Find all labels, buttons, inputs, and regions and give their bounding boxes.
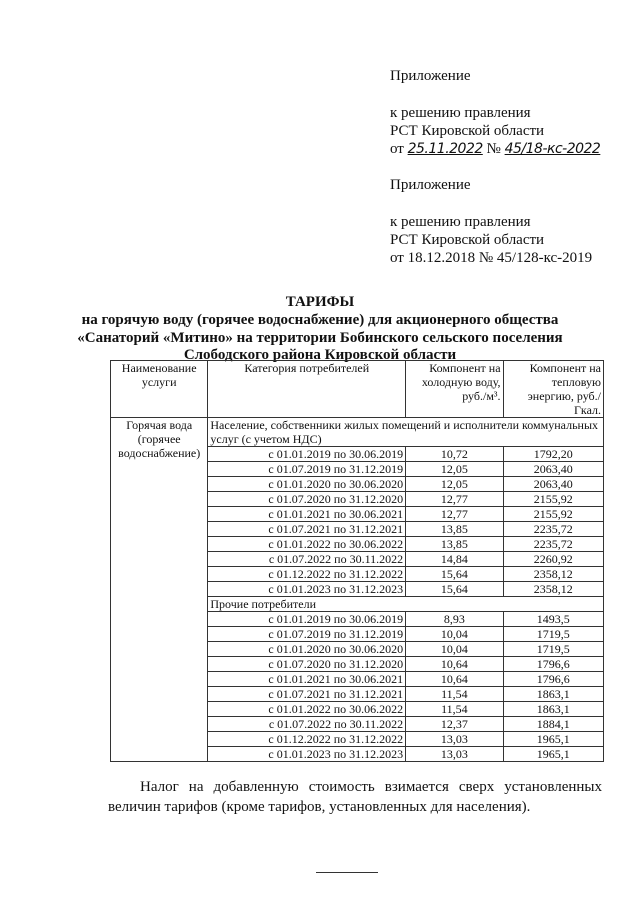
consumer-group-label: Прочие потребители (208, 597, 604, 612)
heat-value: 2235,72 (503, 522, 603, 537)
appendix-title-1: Приложение (390, 68, 471, 84)
header-cold-water: Компонент на холодную воду, руб./м³. (406, 361, 503, 418)
appendix-decision-line-2: к решению правления (390, 214, 531, 230)
cold-water-value: 14,84 (406, 552, 503, 567)
header-category: Категория потребителей (208, 361, 406, 418)
heat-value: 2063,40 (503, 462, 603, 477)
heat-value: 2358,12 (503, 582, 603, 597)
period-cell: с 01.01.2023 по 31.12.2023 (208, 582, 406, 597)
period-cell: с 01.07.2021 по 31.12.2021 (208, 687, 406, 702)
period-cell: с 01.07.2022 по 30.11.2022 (208, 552, 406, 567)
period-cell: с 01.01.2020 по 30.06.2020 (208, 477, 406, 492)
heat-value: 2155,92 (503, 507, 603, 522)
period-cell: с 01.01.2019 по 30.06.2019 (208, 447, 406, 462)
heat-value: 1965,1 (503, 732, 603, 747)
heat-value: 1719,5 (503, 627, 603, 642)
cold-water-value: 12,05 (406, 477, 503, 492)
cold-water-value: 11,54 (406, 687, 503, 702)
cold-water-value: 11,54 (406, 702, 503, 717)
header-service: Наименование услуги (111, 361, 208, 418)
period-cell: с 01.07.2020 по 31.12.2020 (208, 657, 406, 672)
cold-water-value: 13,85 (406, 522, 503, 537)
cold-water-value: 15,64 (406, 582, 503, 597)
period-cell: с 01.12.2022 по 31.12.2022 (208, 567, 406, 582)
service-name-cell: Горячая вода (горячее водоснабжение) (111, 418, 208, 762)
appendix-authority-line-1: РСТ Кировской области (390, 123, 545, 139)
appendix-decision-line-1: к решению правления (390, 105, 531, 121)
cold-water-value: 13,03 (406, 747, 503, 762)
heat-value: 1863,1 (503, 687, 603, 702)
table-body (111, 418, 604, 762)
period-cell: с 01.12.2022 по 31.12.2022 (208, 732, 406, 747)
heat-value: 1493,5 (503, 612, 603, 627)
document-subtitle-line-3: Слободского района Кировской области (183, 347, 457, 363)
header-heat: Компонент на тепловую энергию, руб./Гкал. (503, 361, 603, 418)
heat-value: 1719,5 (503, 642, 603, 657)
appendix-title-2: Приложение (390, 177, 471, 193)
document-title: ТАРИФЫ (285, 294, 355, 310)
heat-value: 2155,92 (503, 492, 603, 507)
heat-value: 1792,20 (503, 447, 603, 462)
heat-value: 1796,6 (503, 672, 603, 687)
period-cell: с 01.07.2021 по 31.12.2021 (208, 522, 406, 537)
bottom-divider (316, 872, 378, 873)
handwritten-number: 45/18-кс-2022 (504, 141, 601, 157)
cold-water-value: 10,64 (406, 672, 503, 687)
date-prefix: от (390, 141, 404, 157)
heat-value: 2260,92 (503, 552, 603, 567)
heat-value: 1796,6 (503, 657, 603, 672)
period-cell: с 01.01.2021 по 30.06.2021 (208, 507, 406, 522)
cold-water-value: 13,03 (406, 732, 503, 747)
heat-value: 2358,12 (503, 567, 603, 582)
cold-water-value: 10,04 (406, 627, 503, 642)
cold-water-value: 10,64 (406, 657, 503, 672)
period-cell: с 01.07.2019 по 31.12.2019 (208, 627, 406, 642)
heat-value: 1884,1 (503, 717, 603, 732)
cold-water-value: 13,85 (406, 537, 503, 552)
heat-value: 1863,1 (503, 702, 603, 717)
period-cell: с 01.01.2019 по 30.06.2019 (208, 612, 406, 627)
handwritten-date: 25.11.2022 (407, 141, 483, 157)
cold-water-value: 15,64 (406, 567, 503, 582)
cold-water-value: 10,04 (406, 642, 503, 657)
heat-value: 2063,40 (503, 477, 603, 492)
cold-water-value: 12,77 (406, 492, 503, 507)
period-cell: с 01.07.2022 по 30.11.2022 (208, 717, 406, 732)
table-header-row (111, 361, 604, 418)
tariff-table (110, 360, 604, 762)
period-cell: с 01.01.2020 по 30.06.2020 (208, 642, 406, 657)
cold-water-value: 10,72 (406, 447, 503, 462)
cold-water-value: 8,93 (406, 612, 503, 627)
period-cell: с 01.07.2019 по 31.12.2019 (208, 462, 406, 477)
heat-value: 2235,72 (503, 537, 603, 552)
group-row (111, 418, 604, 447)
cold-water-value: 12,77 (406, 507, 503, 522)
heat-value: 1965,1 (503, 747, 603, 762)
period-cell: с 01.01.2023 по 31.12.2023 (208, 747, 406, 762)
vat-footnote: Налог на добавленную стоимость взимается сверх установленных величин тарифов (кроме тарифов, установленных для населения). (108, 779, 602, 815)
period-cell: с 01.07.2020 по 31.12.2020 (208, 492, 406, 507)
number-prefix: № (486, 141, 501, 157)
document-subtitle-line-1: на горячую воду (горячее водоснабжение) для акционерного общества (81, 312, 559, 328)
period-cell: с 01.01.2022 по 30.06.2022 (208, 537, 406, 552)
cold-water-value: 12,05 (406, 462, 503, 477)
cold-water-value: 12,37 (406, 717, 503, 732)
consumer-group-label: Население, собственники жилых помещений и исполнители коммунальных услуг (с учетом НДС) (208, 418, 604, 447)
appendix-authority-line-2: РСТ Кировской области (390, 232, 545, 248)
appendix-date-number-line-1 (390, 140, 600, 158)
document-subtitle-line-2: «Санаторий «Митино» на территории Бобинского сельского поселения (77, 330, 563, 346)
period-cell: с 01.01.2021 по 30.06.2021 (208, 672, 406, 687)
period-cell: с 01.01.2022 по 30.06.2022 (208, 702, 406, 717)
appendix-date-number-line-2: от 18.12.2018 № 45/128-кс-2019 (390, 250, 593, 266)
